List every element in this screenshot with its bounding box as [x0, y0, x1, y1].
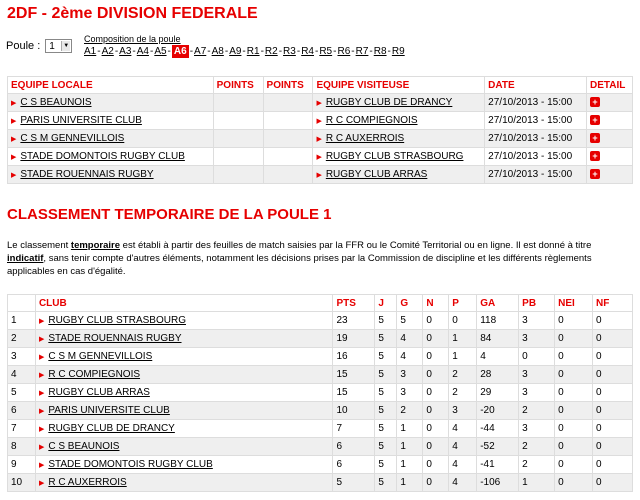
poule-link-a5[interactable]: A5 [154, 46, 167, 57]
stat-g: 5 [397, 312, 423, 330]
stat-pts: 16 [333, 348, 375, 366]
triangle-right-icon: ▶ [38, 444, 45, 451]
stat-n: 0 [423, 330, 449, 348]
club-cell [35, 456, 333, 474]
poule-separator: - [167, 46, 171, 57]
stat-j: 5 [375, 438, 397, 456]
match-date: 27/10/2013 - 15:00 [485, 94, 587, 112]
away-team-link[interactable]: RUGBY CLUB STRASBOURG [325, 151, 464, 162]
triangle-right-icon: ▶ [11, 154, 17, 161]
poule-link-r4[interactable]: R4 [301, 46, 314, 57]
col-rank [8, 295, 36, 312]
club-link[interactable]: RUGBY CLUB STRASBOURG [48, 315, 186, 326]
match-row [8, 166, 633, 184]
stat-pb: 3 [519, 330, 555, 348]
col-points-home: POINTS [213, 77, 263, 94]
stat-j: 5 [375, 456, 397, 474]
triangle-right-icon: ▶ [38, 336, 45, 343]
away-team-link[interactable]: RUGBY CLUB DE DRANCY [325, 97, 453, 108]
poule-select-value: 1 [49, 40, 55, 52]
matches-header-row [8, 77, 633, 94]
home-team-link[interactable]: C S BEAUNOIS [20, 97, 92, 108]
triangle-right-icon: ▶ [316, 136, 322, 143]
stat-j: 5 [375, 348, 397, 366]
col-nei: NEI [555, 295, 593, 312]
triangle-right-icon: ▶ [316, 154, 322, 161]
stat-pb: 3 [519, 366, 555, 384]
rank: 3 [8, 348, 36, 366]
club-link[interactable]: STADE ROUENNAIS RUGBY [48, 333, 182, 344]
stat-p: 4 [449, 456, 477, 474]
stat-j: 5 [375, 474, 397, 492]
poule-link-a9[interactable]: A9 [229, 46, 242, 57]
stat-p: 4 [449, 420, 477, 438]
stat-nei: 0 [555, 456, 593, 474]
poule-link-a7[interactable]: A7 [194, 46, 207, 57]
club-link[interactable]: RUGBY CLUB ARRAS [48, 387, 150, 398]
triangle-right-icon: ▶ [316, 172, 322, 179]
club-link[interactable]: C S BEAUNOIS [48, 441, 120, 452]
stat-nf: 0 [593, 384, 633, 402]
stat-p: 4 [449, 474, 477, 492]
away-team-cell [313, 94, 485, 112]
home-team-link[interactable]: PARIS UNIVERSITE CLUB [20, 115, 142, 126]
club-link[interactable]: RUGBY CLUB DE DRANCY [48, 423, 175, 434]
stat-n: 0 [423, 312, 449, 330]
stat-ga: -20 [477, 402, 519, 420]
stat-nf: 0 [593, 348, 633, 366]
poule-link-r6[interactable]: R6 [337, 46, 351, 57]
stat-pts: 6 [333, 438, 375, 456]
poule-separator: - [369, 46, 373, 57]
poule-link-a3[interactable]: A3 [119, 46, 132, 57]
home-team-link[interactable]: STADE DOMONTOIS RUGBY CLUB [20, 151, 185, 162]
stat-nf: 0 [593, 366, 633, 384]
stat-j: 5 [375, 420, 397, 438]
club-link[interactable]: PARIS UNIVERSITE CLUB [48, 405, 170, 416]
poule-label: Poule : [6, 40, 41, 52]
stat-g: 1 [397, 420, 423, 438]
club-cell [35, 384, 333, 402]
match-row [8, 130, 633, 148]
away-team-cell [313, 166, 485, 184]
stat-pb: 2 [519, 438, 555, 456]
poule-link-r1[interactable]: R1 [246, 46, 260, 57]
classement-row [8, 474, 633, 492]
stat-pb: 3 [519, 384, 555, 402]
rank: 6 [8, 402, 36, 420]
home-points [213, 130, 263, 148]
home-team-cell [8, 112, 214, 130]
stat-ga: 118 [477, 312, 519, 330]
notice-text: Le classement [7, 240, 71, 251]
poule-link-r5[interactable]: R5 [319, 46, 333, 57]
home-team-link[interactable]: C S M GENNEVILLOIS [20, 133, 125, 144]
stat-j: 5 [375, 366, 397, 384]
rank: 10 [8, 474, 36, 492]
col-n: N [423, 295, 449, 312]
away-team-link[interactable]: RUGBY CLUB ARRAS [325, 169, 428, 180]
poule-separator: - [149, 46, 154, 57]
col-club: CLUB [35, 295, 333, 312]
poule-link-r2[interactable]: R2 [264, 46, 278, 57]
poule-separator: - [296, 46, 301, 57]
stat-nf: 0 [593, 402, 633, 420]
col-pb: PB [519, 295, 555, 312]
classement-row [8, 330, 633, 348]
stat-n: 0 [423, 348, 449, 366]
plus-icon[interactable]: + [590, 169, 600, 179]
stat-p: 1 [449, 330, 477, 348]
stat-pb: 2 [519, 456, 555, 474]
poule-separator: - [132, 46, 136, 57]
detail-cell [587, 166, 633, 184]
stat-p: 1 [449, 348, 477, 366]
stat-nf: 0 [593, 312, 633, 330]
col-equipe-visiteuse: EQUIPE VISITEUSE [313, 77, 485, 94]
stat-p: 4 [449, 438, 477, 456]
stat-nei: 0 [555, 312, 593, 330]
home-team-link[interactable]: STADE ROUENNAIS RUGBY [20, 169, 154, 180]
stat-p: 2 [449, 384, 477, 402]
club-cell [35, 330, 333, 348]
match-date: 27/10/2013 - 15:00 [485, 130, 587, 148]
stat-nei: 0 [555, 438, 593, 456]
poule-separator: - [351, 46, 355, 57]
plus-icon[interactable]: + [590, 115, 600, 125]
detail-cell [587, 112, 633, 130]
club-cell [35, 312, 333, 330]
col-equipe-locale: EQUIPE LOCALE [8, 77, 214, 94]
poule-separator: - [387, 46, 391, 57]
club-link[interactable]: R C AUXERROIS [48, 477, 127, 488]
stat-pts: 19 [333, 330, 375, 348]
club-cell [35, 474, 333, 492]
poule-link-a6[interactable]: A6 [173, 46, 187, 57]
away-team-link[interactable]: R C COMPIEGNOIS [325, 115, 418, 126]
match-row [8, 94, 633, 112]
stat-g: 3 [397, 384, 423, 402]
home-points [213, 166, 263, 184]
detail-cell [587, 94, 633, 112]
home-points [213, 94, 263, 112]
triangle-right-icon: ▶ [38, 462, 45, 469]
rank: 1 [8, 312, 36, 330]
poule-link-a8[interactable]: A8 [211, 46, 224, 57]
triangle-right-icon: ▶ [38, 480, 45, 487]
home-team-cell [8, 130, 214, 148]
stat-g: 1 [397, 438, 423, 456]
stat-ga: -52 [477, 438, 519, 456]
stat-pb: 3 [519, 420, 555, 438]
detail-cell [587, 130, 633, 148]
poule-links [84, 45, 405, 58]
stat-ga: -41 [477, 456, 519, 474]
poule-separator: - [314, 46, 319, 57]
classement-notice [7, 239, 633, 278]
stat-pb: 3 [519, 312, 555, 330]
poule-link-a4[interactable]: A4 [136, 46, 149, 57]
col-pts: PTS [333, 295, 375, 312]
poule-link-a2[interactable]: A2 [101, 46, 114, 57]
classement-row [8, 348, 633, 366]
stat-g: 4 [397, 348, 423, 366]
club-cell [35, 402, 333, 420]
stat-p: 2 [449, 366, 477, 384]
poule-select[interactable] [45, 39, 72, 53]
poule-selector-row [6, 38, 72, 54]
triangle-right-icon: ▶ [38, 408, 45, 415]
poule-link-r9[interactable]: R9 [391, 46, 405, 57]
poule-separator: - [207, 46, 211, 57]
stat-n: 0 [423, 438, 449, 456]
col-g: G [397, 295, 423, 312]
stat-pts: 15 [333, 366, 375, 384]
poule-link-a1[interactable]: A1 [84, 46, 97, 57]
poule-separator: - [114, 46, 119, 57]
classement-row [8, 402, 633, 420]
poule-link-r3[interactable]: R3 [283, 46, 296, 57]
poule-separator: - [224, 46, 229, 57]
col-p: P [449, 295, 477, 312]
rank: 4 [8, 366, 36, 384]
classement-header-row [8, 295, 633, 312]
composition-link[interactable]: Composition de la poule [84, 34, 181, 44]
chevron-down-icon[interactable]: ▼ [61, 41, 70, 51]
triangle-right-icon: ▶ [316, 100, 322, 107]
stat-n: 0 [423, 366, 449, 384]
classement-row [8, 438, 633, 456]
notice-emphasis: indicatif [7, 253, 44, 264]
stat-g: 1 [397, 456, 423, 474]
stat-g: 4 [397, 330, 423, 348]
away-team-cell [313, 112, 485, 130]
classement-row [8, 312, 633, 330]
col-j: J [375, 295, 397, 312]
stat-nf: 0 [593, 420, 633, 438]
classement-title: CLASSEMENT TEMPORAIRE DE LA POULE 1 [7, 206, 332, 223]
col-nf: NF [593, 295, 633, 312]
stat-pb: 0 [519, 348, 555, 366]
poule-link-r8[interactable]: R8 [373, 46, 387, 57]
away-points [263, 112, 313, 130]
away-points [263, 166, 313, 184]
stat-j: 5 [375, 384, 397, 402]
stat-n: 0 [423, 420, 449, 438]
stat-nf: 0 [593, 330, 633, 348]
stat-nei: 0 [555, 474, 593, 492]
stat-pts: 5 [333, 474, 375, 492]
rank: 2 [8, 330, 36, 348]
stat-n: 0 [423, 474, 449, 492]
classement-table [7, 294, 633, 492]
col-ga: GA [477, 295, 519, 312]
stat-pb: 2 [519, 402, 555, 420]
notice-emphasis: temporaire [70, 240, 121, 251]
triangle-right-icon: ▶ [38, 318, 45, 325]
stat-n: 0 [423, 456, 449, 474]
home-team-cell [8, 166, 214, 184]
stat-j: 5 [375, 402, 397, 420]
club-cell [35, 420, 333, 438]
classement-row [8, 420, 633, 438]
triangle-right-icon: ▶ [38, 372, 45, 379]
away-points [263, 94, 313, 112]
away-points [263, 130, 313, 148]
stat-nei: 0 [555, 402, 593, 420]
triangle-right-icon: ▶ [11, 172, 17, 179]
club-cell [35, 348, 333, 366]
classement-row [8, 384, 633, 402]
matches-table [7, 76, 633, 184]
rank: 9 [8, 456, 36, 474]
away-team-cell [313, 148, 485, 166]
stat-nei: 0 [555, 384, 593, 402]
away-points [263, 148, 313, 166]
stat-nei: 0 [555, 330, 593, 348]
stat-nf: 0 [593, 456, 633, 474]
notice-text: , sans tenir compte d'autres éléments, notamment les décisions prises par la Commission de discipline et les différents règlements applicables en cas d'égalité. [7, 253, 592, 277]
triangle-right-icon: ▶ [38, 390, 45, 397]
club-link[interactable]: R C COMPIEGNOIS [48, 369, 141, 380]
club-link[interactable]: STADE DOMONTOIS RUGBY CLUB [48, 459, 213, 470]
stat-nei: 0 [555, 420, 593, 438]
triangle-right-icon: ▶ [11, 118, 17, 125]
stat-nei: 0 [555, 366, 593, 384]
poule-separator: - [260, 46, 264, 57]
stat-n: 0 [423, 384, 449, 402]
rank: 5 [8, 384, 36, 402]
col-points-away: POINTS [263, 77, 313, 94]
match-date: 27/10/2013 - 15:00 [485, 112, 587, 130]
stat-ga: 29 [477, 384, 519, 402]
stat-g: 1 [397, 474, 423, 492]
club-link[interactable]: C S M GENNEVILLOIS [48, 351, 153, 362]
stat-pts: 23 [333, 312, 375, 330]
triangle-right-icon: ▶ [316, 118, 322, 125]
poule-separator: - [242, 46, 246, 57]
plus-icon[interactable]: + [590, 133, 600, 143]
col-date: DATE [485, 77, 587, 94]
page-title: 2DF - 2ème DIVISION FEDERALE [7, 5, 258, 22]
match-date: 27/10/2013 - 15:00 [485, 148, 587, 166]
stat-ga: 4 [477, 348, 519, 366]
home-team-cell [8, 148, 214, 166]
poule-link-r7[interactable]: R7 [355, 46, 369, 57]
poule-separator: - [333, 46, 337, 57]
triangle-right-icon: ▶ [38, 426, 45, 433]
stat-ga: 28 [477, 366, 519, 384]
stat-p: 3 [449, 402, 477, 420]
stat-g: 3 [397, 366, 423, 384]
stat-pts: 6 [333, 456, 375, 474]
poule-separator: - [278, 46, 283, 57]
club-cell [35, 438, 333, 456]
poule-separator: - [97, 46, 101, 57]
col-detail: DETAIL [587, 77, 633, 94]
away-team-link[interactable]: R C AUXERROIS [325, 133, 405, 144]
home-points [213, 148, 263, 166]
stat-n: 0 [423, 402, 449, 420]
stat-nf: 0 [593, 438, 633, 456]
stat-ga: 84 [477, 330, 519, 348]
club-cell [35, 366, 333, 384]
stat-j: 5 [375, 312, 397, 330]
stat-pb: 1 [519, 474, 555, 492]
match-date: 27/10/2013 - 15:00 [485, 166, 587, 184]
stat-p: 0 [449, 312, 477, 330]
triangle-right-icon: ▶ [11, 136, 17, 143]
stat-pts: 15 [333, 384, 375, 402]
home-team-cell [8, 94, 214, 112]
triangle-right-icon: ▶ [11, 100, 17, 107]
detail-cell [587, 148, 633, 166]
stat-ga: -44 [477, 420, 519, 438]
stat-ga: -106 [477, 474, 519, 492]
match-row [8, 112, 633, 130]
stat-g: 2 [397, 402, 423, 420]
match-row [8, 148, 633, 166]
home-points [213, 112, 263, 130]
rank: 7 [8, 420, 36, 438]
stat-pts: 10 [333, 402, 375, 420]
stat-pts: 7 [333, 420, 375, 438]
classement-row [8, 366, 633, 384]
stat-nei: 0 [555, 348, 593, 366]
classement-row [8, 456, 633, 474]
stat-j: 5 [375, 330, 397, 348]
plus-icon[interactable]: + [590, 97, 600, 107]
triangle-right-icon: ▶ [38, 354, 45, 361]
plus-icon[interactable]: + [590, 151, 600, 161]
stat-nf: 0 [593, 474, 633, 492]
poule-separator: - [189, 46, 194, 57]
away-team-cell [313, 130, 485, 148]
rank: 8 [8, 438, 36, 456]
notice-text: est établi à partir des feuilles de match saisies par la FFR ou le Comité Territorial ou en ligne. Il est donné à titre [120, 240, 592, 251]
